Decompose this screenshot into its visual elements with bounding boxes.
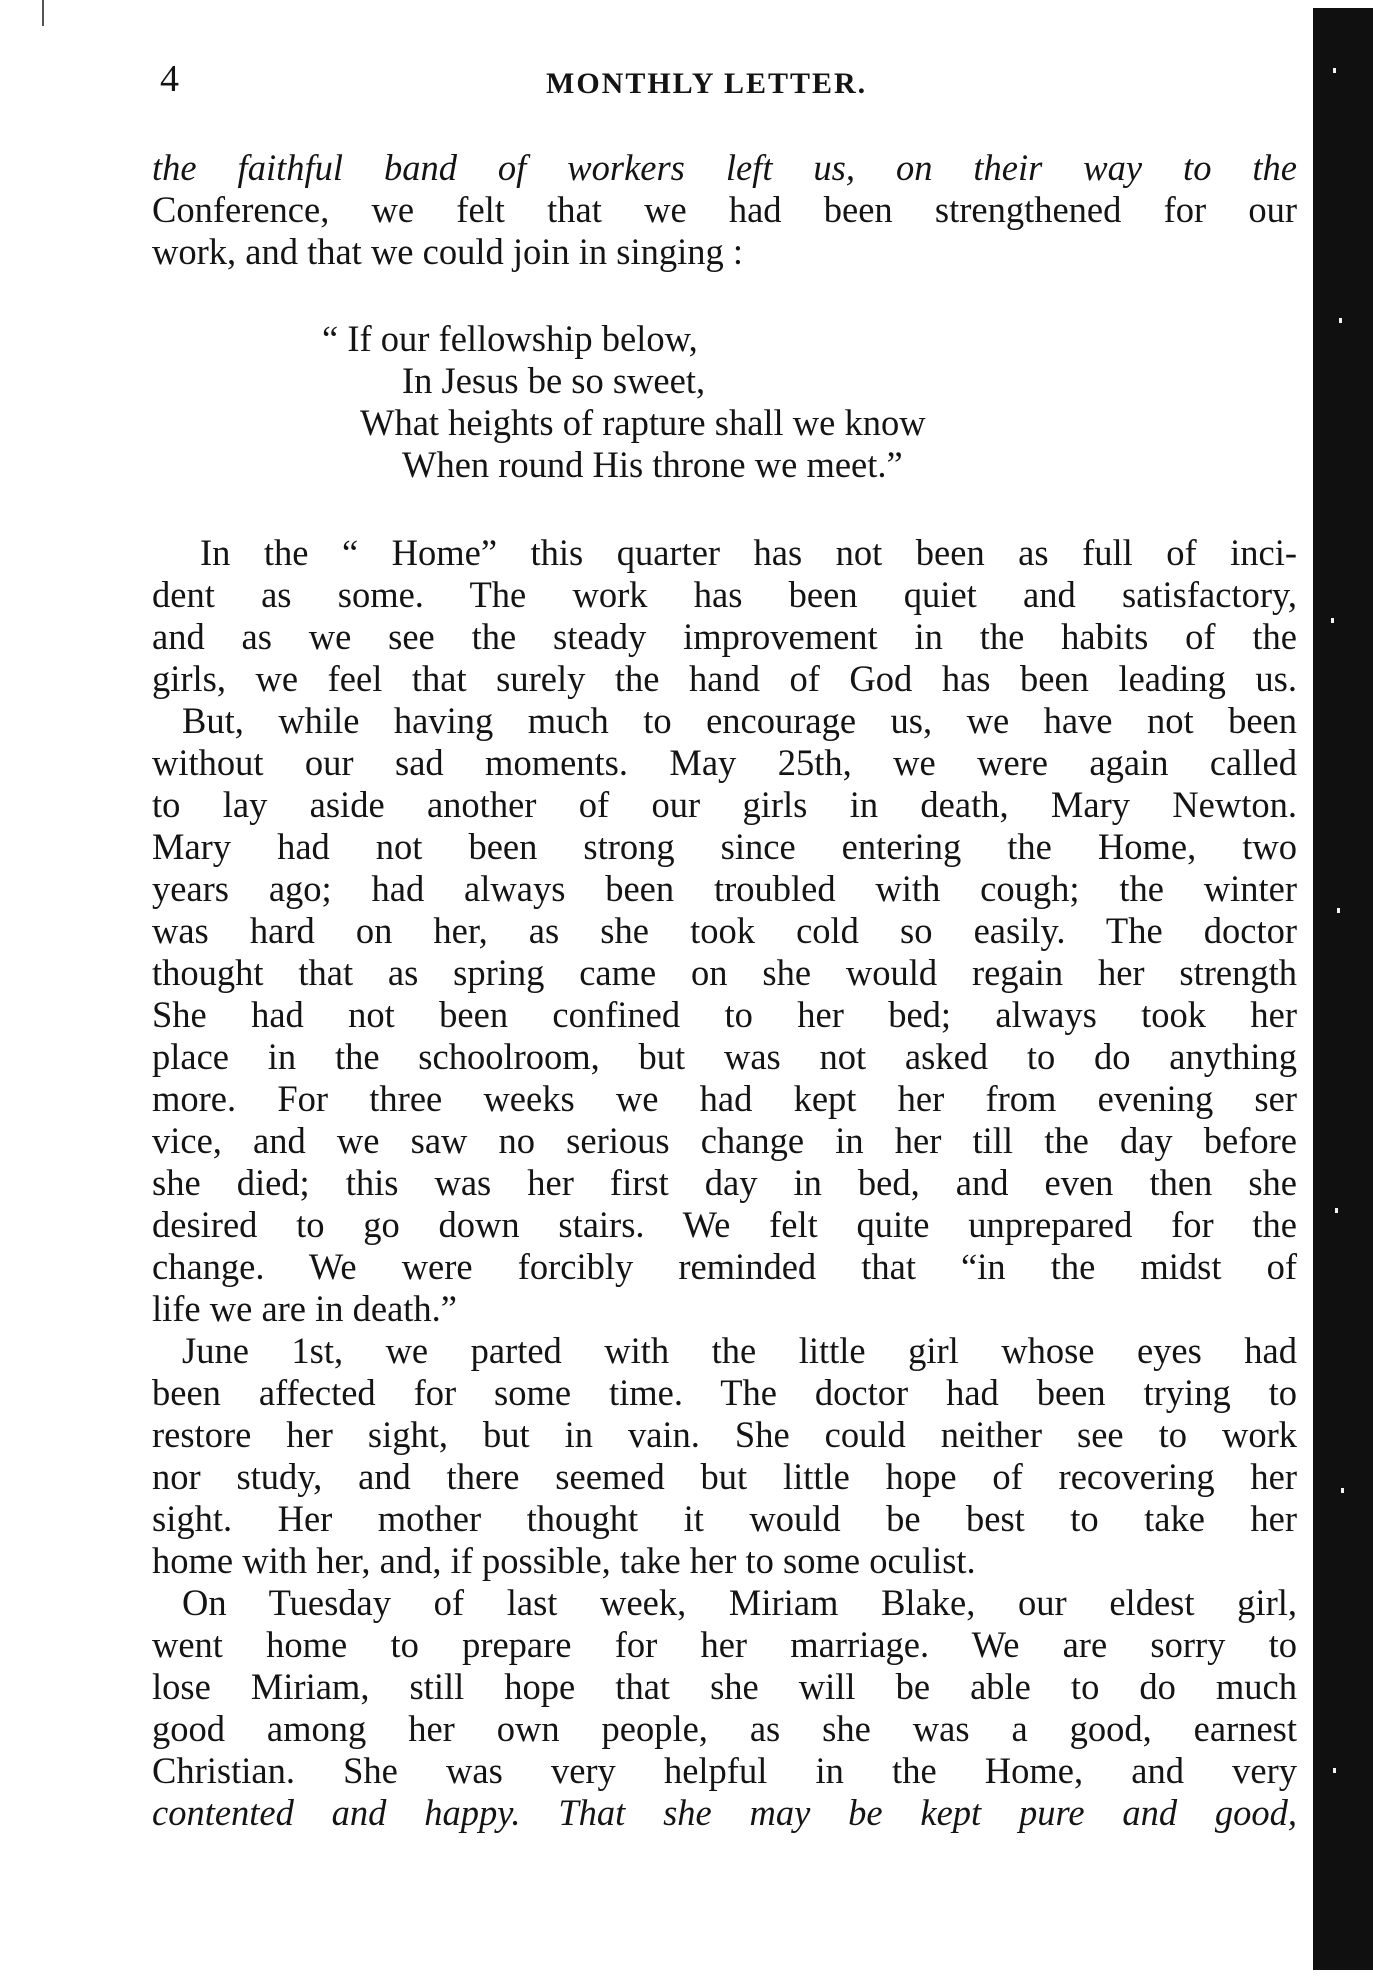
text-line: She had not been confined to her bed; always took her [152,994,1297,1035]
text-line: vice, and we saw no serious change in her till the day before [152,1120,1297,1161]
text-line: the faithful band of workers left us, on their way to the [152,147,1297,188]
closing-part-b: That she may be kept pure and good, [558,1792,1297,1833]
scan-mark [42,0,44,26]
text-line: girls, we feel that surely the hand of God has been leading us. [152,658,1297,699]
verse-line: In Jesus be so sweet, [402,360,706,401]
text-line: and as we see the steady improvement in the habits of the [152,616,1297,657]
text-line: dent as some. The work has been quiet and satisfactory, [152,574,1297,615]
text-line: Christian. She was very helpful in the Home, and very [152,1750,1297,1791]
text-line: thought that as spring came on she would regain her strength [152,952,1297,993]
text-line: lose Miriam, still hope that she will be able to do much [152,1666,1297,1707]
text-line: without our sad moments. May 25th, we were again called [152,742,1297,783]
text-line: life we are in death.” [152,1288,458,1329]
text-line: desired to go down stairs. We felt quite unprepared for the [152,1204,1297,1245]
text-line: good among her own people, as she was a good, earnest [152,1708,1297,1749]
verse-line: “ If our fellowship below, [322,318,698,359]
binding-edge [1313,8,1373,1970]
text-line: In the “ Home” this quarter has not been as full of inci- [200,532,1297,573]
text-line: Mary had not been strong since entering the Home, two [152,826,1297,867]
text-line: nor study, and there seemed but little hope of recovering her [152,1456,1297,1497]
text-line-closing [152,1792,1297,1834]
running-head: MONTHLY LETTER. [546,67,868,100]
verse-line: When round His throne we meet.” [402,444,903,485]
text-line: she died; this was her first day in bed, and even then she [152,1162,1297,1203]
text-line: to lay aside another of our girls in death, Mary Newton. [152,784,1297,825]
closing-part-a: contented and happy. [152,1792,521,1833]
text-line: June 1st, we parted with the little girl whose eyes had [182,1330,1297,1371]
text-line: went home to prepare for her marriage. We are sorry to [152,1624,1297,1665]
text-line: restore her sight, but in vain. She could neither see to work [152,1414,1297,1455]
text-line: On Tuesday of last week, Miriam Blake, our eldest girl, [182,1582,1297,1623]
verse-line: What heights of rapture shall we know [360,402,926,443]
text-line: sight. Her mother thought it would be best to take her [152,1498,1297,1539]
text-line: been affected for some time. The doctor had been trying to [152,1372,1297,1413]
text-line: work, and that we could join in singing : [152,231,744,272]
text-line: years ago; had always been troubled with cough; the winter [152,868,1297,909]
text-line: Conference, we felt that we had been strengthened for our [152,189,1297,230]
text-line: change. We were forcibly reminded that “in the midst of [152,1246,1297,1287]
page-number: 4 [160,58,179,100]
text-line: place in the schoolroom, but was not asked to do anything [152,1036,1297,1077]
text-line: was hard on her, as she took cold so easily. The doctor [152,910,1297,951]
text-line: But, while having much to encourage us, we have not been [182,700,1297,741]
text-line: more. For three weeks we had kept her from evening ser [152,1078,1297,1119]
text-line: home with her, and, if possible, take her to some oculist. [152,1540,976,1581]
